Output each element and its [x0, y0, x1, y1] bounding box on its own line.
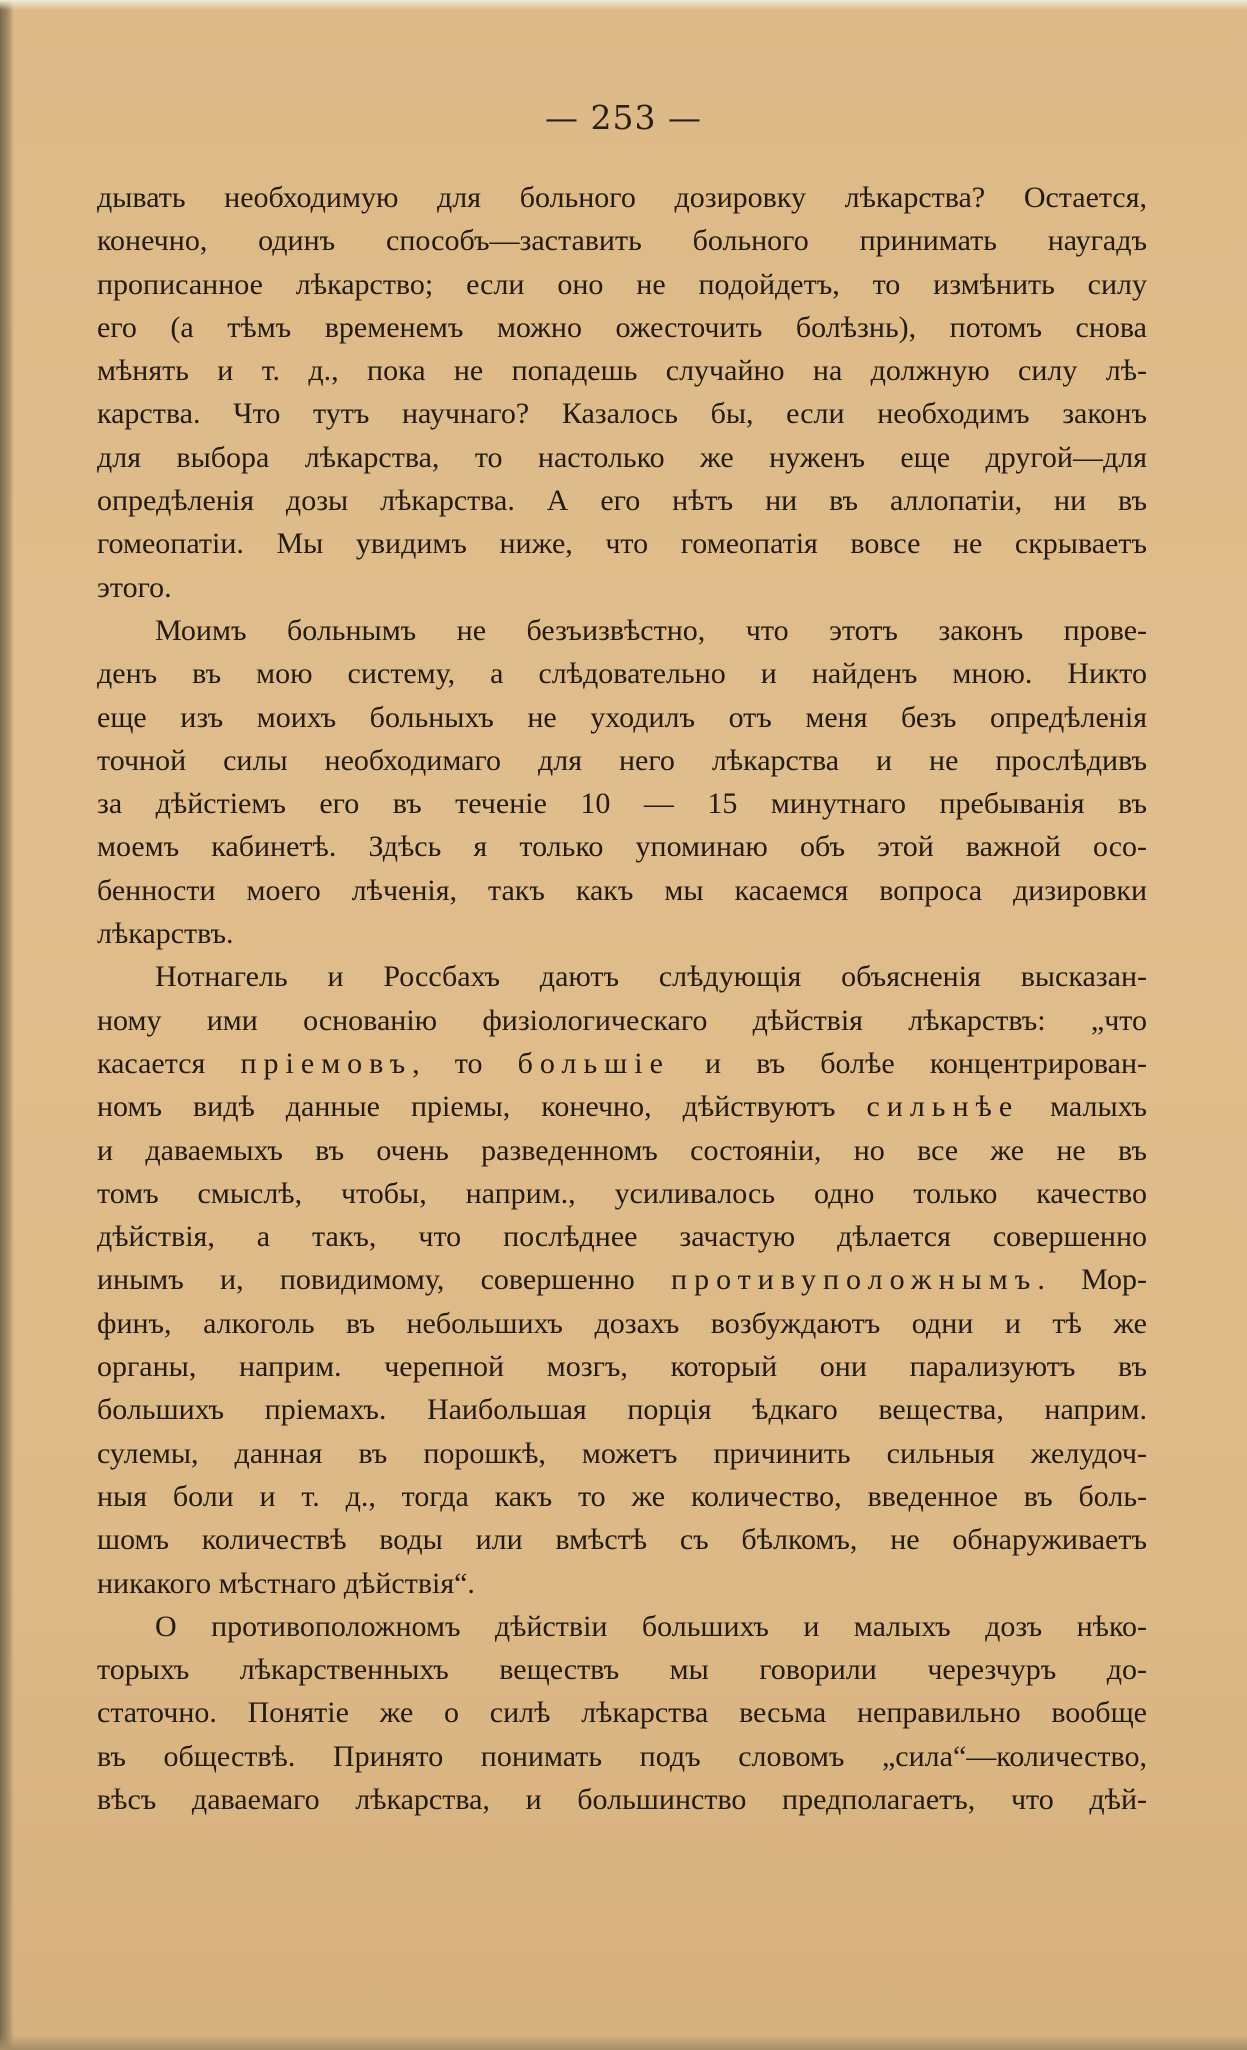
- text-line: дѣйствія, а такъ, что послѣднее зачастую дѣлается совершенно: [97, 1220, 1147, 1254]
- text-line: никакого мѣстнаго дѣйствія“.: [97, 1566, 475, 1600]
- text-line: для выбора лѣкарства, то настолько же нуженъ еще другой—для: [97, 440, 1147, 474]
- text-line: [97, 1258, 1147, 1301]
- emphasized-word: пріемовъ: [240, 1046, 413, 1080]
- text-line: органы, наприм. черепной мозгъ, который они парализуютъ въ: [97, 1350, 1147, 1384]
- paragraph-4: [97, 1605, 1147, 1821]
- page-top-edge: [0, 0, 1247, 10]
- text-line: томъ смыслѣ, чтобы, наприм., усиливалось одно только качество: [97, 1176, 1147, 1210]
- page-bottom-edge: [0, 2035, 1247, 2050]
- text-line: гомеопатіи. Мы увидимъ ниже, что гомеопатія вовсе не скрываетъ: [97, 527, 1147, 561]
- text-line: точной силы необходимаго для него лѣкарства и не прослѣдивъ: [97, 743, 1147, 777]
- text-line: торыхъ лѣкарственныхъ веществъ мы говорили черезчуръ до-: [97, 1653, 1147, 1687]
- text-line: [97, 1042, 1147, 1085]
- text-line: шомъ количествѣ воды или вмѣстѣ съ бѣлкомъ, не обнаруживаетъ: [97, 1523, 1147, 1557]
- text-line: карства. Что тутъ научнаго? Казалось бы, если необходимъ законъ: [97, 397, 1147, 431]
- text-line: этого.: [97, 570, 172, 604]
- text-line: прописанное лѣкарство; если оно не подойдетъ, то измѣнить силу: [97, 267, 1147, 301]
- page-binding-shadow: [0, 0, 14, 2050]
- text-fragment: номъ видѣ данные пріемы, конечно, дѣйствуютъ: [97, 1090, 836, 1124]
- text-line: сулемы, данная въ порошкѣ, можетъ причинить сильныя желудоч-: [97, 1436, 1147, 1470]
- emphasized-word: противуположнымъ: [671, 1263, 1038, 1297]
- text-line: конечно, одинъ способъ—заставить больного принимать наугадъ: [97, 224, 1147, 258]
- text-fragment: и въ болѣе концентрирован-: [705, 1046, 1148, 1080]
- text-line: большихъ пріемахъ. Наибольшая порція ѣдкаго вещества, наприм.: [97, 1393, 1147, 1427]
- text-fragment: инымъ и, повидимому, совершенно: [97, 1263, 635, 1297]
- text-line: моемъ кабинетѣ. Здѣсь я только упоминаю объ этой важной осо-: [97, 830, 1147, 864]
- text-line: [97, 1085, 1147, 1128]
- text-line: финъ, алкоголь въ небольшихъ дозахъ возбуждаютъ одни и тѣ же: [97, 1306, 1147, 1340]
- text-line: опредѣленія дозы лѣкарства. А его нѣтъ ни въ аллопатіи, ни въ: [97, 484, 1147, 518]
- paragraph-2: [97, 609, 1147, 955]
- text-line: и даваемыхъ въ очень разведенномъ состояніи, но все же не въ: [97, 1133, 1147, 1167]
- text-line: вѣсъ даваемаго лѣкарства, и большинство предполагаетъ, что дѣй-: [97, 1782, 1147, 1816]
- emphasized-word: сильнѣе: [866, 1090, 1020, 1124]
- text-line: за дѣйстіемъ его въ теченіе 10 — 15 минутнаго пребыванія въ: [97, 787, 1147, 821]
- text-line: Нотнагель и Россбахъ даютъ слѣдующія объясненія высказан-: [155, 960, 1147, 994]
- text-line: О противоположномъ дѣйствіи большихъ и малыхъ дозъ нѣко-: [155, 1609, 1147, 1643]
- paragraph-3-quotation: [97, 955, 1147, 1604]
- text-line: денъ въ мою систему, а слѣдовательно и найденъ мною. Никто: [97, 657, 1147, 691]
- text-line: ныя боли и т. д., тогда какъ то же количество, введенное въ боль-: [97, 1479, 1147, 1513]
- text-line: еще изъ моихъ больныхъ не уходилъ отъ меня безъ опредѣленія: [97, 700, 1147, 734]
- text-line: лѣкарствъ.: [97, 917, 234, 951]
- text-fragment: малыхъ: [1050, 1090, 1148, 1124]
- text-fragment: , то: [412, 1046, 483, 1080]
- text-line: статочно. Понятіе же о силѣ лѣкарства весьма неправильно вообще: [97, 1696, 1147, 1730]
- text-line: мѣнять и т. д., пока не попадешь случайно на должную силу лѣ-: [97, 354, 1147, 388]
- page-body-text: [97, 176, 1147, 1821]
- paragraph-1: [97, 176, 1147, 609]
- text-fragment: . Мор-: [1037, 1263, 1147, 1297]
- text-line: ному ими основанію физіологическаго дѣйствія лѣкарствъ: „что: [97, 1003, 1147, 1037]
- text-line: въ обществѣ. Принято понимать подъ словомъ „сила“—количество,: [97, 1739, 1147, 1773]
- text-line: бенности моего лѣченія, такъ какъ мы касаемся вопроса дизировки: [97, 873, 1147, 907]
- text-line: Моимъ больнымъ не безъизвѣстно, что этотъ законъ прове-: [155, 613, 1147, 647]
- emphasized-word: большіе: [517, 1046, 670, 1080]
- page-number: — 253 —: [545, 98, 702, 137]
- text-fragment: касается: [97, 1046, 206, 1080]
- text-line: дывать необходимую для больного дозировку лѣкарства? Остается,: [97, 181, 1147, 214]
- text-line: его (а тѣмъ временемъ можно ожесточить болѣзнь), потомъ снова: [97, 310, 1147, 344]
